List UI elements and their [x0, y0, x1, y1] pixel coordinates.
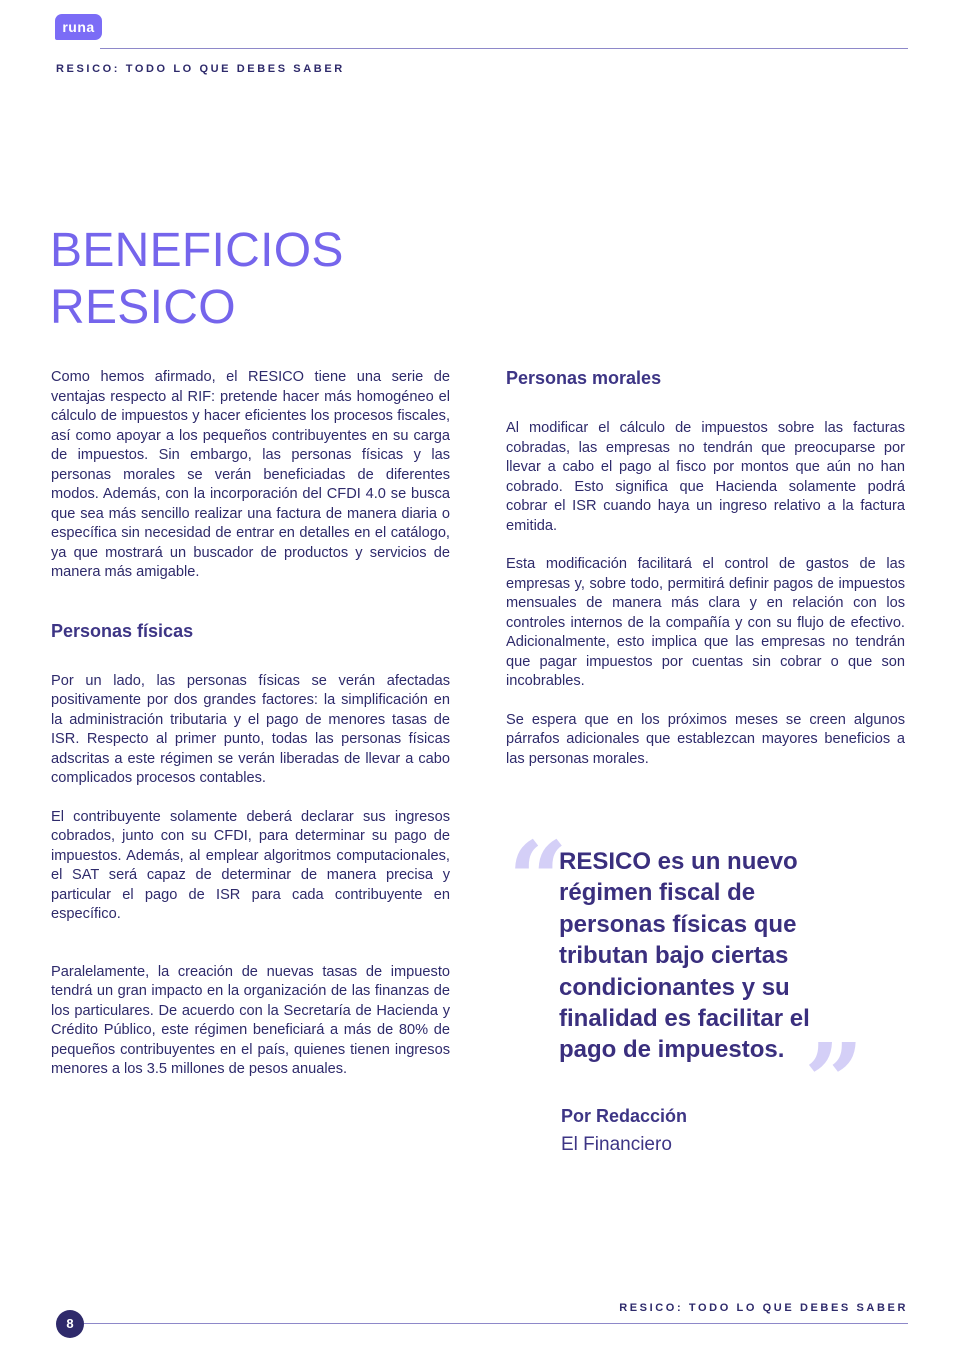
personas-fisicas-heading: Personas físicas: [51, 620, 194, 641]
fisicas-paragraph-2: El contribuyente solamente deberá declarar sus ingresos cobrados, junto con su CFDI, para determinar su pago de impuestos. Además, al emplear algoritmos computacionales, el SAT será capaz de determinar de manera precisa y particular el pago de ISR para cada contribuyente en específico.: [51, 808, 450, 922]
page-number-badge: 8: [56, 1310, 84, 1338]
morales-paragraph-3: Se espera que en los próximos meses se creen algunos párrafos adicionales que establezcan mayores beneficios a las personas morales.: [506, 711, 905, 767]
fisicas-paragraph-1: Por un lado, las personas físicas se verán afectadas positivamente por dos grandes factores: la simplificación en la administración tributaria y el pago de menores tasas de ISR. Respecto al primer punto, todas las personas físicas adscritas a este régimen se verán liberadas de llevar a cabo complicados procesos contables.: [51, 672, 450, 786]
morales-paragraph-2: Esta modificación facilitará el control de gastos de las empresas y, sobre todo, permitirá definir pagos de impuestos mensuales de manera más clara y en relación con los controles internos de la compañía y con su flujo de efectivo. Adicionalmente, esto implica que las empresas no tendrán que pagar impuestos por cuentas sin cobrar o que son incobrables.: [506, 556, 905, 689]
page-title-line-2: RESICO: [50, 281, 236, 334]
left-column: [51, 368, 450, 1080]
running-footer: RESICO: TODO LO QUE DEBES SABER: [619, 1302, 908, 1314]
intro-paragraph: Como hemos afirmado, el RESICO tiene una serie de ventajas respecto al RIF: pretende hacer más homogéneo el cálculo de impuestos y hacer eficientes los procesos fiscales, así como apoyar a los pequeños contribuyentes en su carga de impuestos. Sin embargo, las personas físicas y las personas morales se verán beneficiadas de diferentes modos. Además, con la incorporación del CFDI 4.0 se busca que sea más sencillo realizar una factura de manera diaria o específica sin necesidad de entrar en detalles en el catálogo, ya que mostrará un buscador de productos y servicios de manera más amigable.: [51, 369, 450, 580]
quote-author: Por Redacción: [561, 1106, 688, 1126]
page-title-line-1: BENEFICIOS: [50, 224, 344, 277]
page-title: [50, 222, 344, 336]
morales-paragraph-1: Al modificar el cálculo de impuestos sobre las facturas cobradas, las empresas no tendrán que preocuparse por llevar a cabo el pago al fisco por montos que aún no han cobrado. Esto significa que Hacienda solamente podrá cobrar el ISR cuando haya un ingreso relativo a la factura emitida.: [506, 420, 905, 534]
close-quote-icon: ”: [804, 1020, 864, 1143]
header-divider: [100, 48, 908, 49]
pull-quote-text: RESICO es un nuevo régimen fiscal de personas físicas que tributan bajo ciertas condicionantes y su finalidad es facilitar el pago de impuestos.: [559, 848, 810, 1064]
running-header: RESICO: TODO LO QUE DEBES SABER: [56, 63, 345, 75]
runa-logo: runa: [55, 14, 102, 40]
fisicas-paragraph-3: Paralelamente, la creación de nuevas tasas de impuesto tendrá un gran impacto en la organización de las finanzas de los particulares. De acuerdo con la Secretaría de Hacienda y Crédito Público, este régimen beneficiará a más de 80% de pequeños contribuyentes en el país, quienes tienen ingresos menores a los 3.5 millones de pesos anuales.: [51, 963, 450, 1077]
open-quote-icon: “: [508, 818, 568, 941]
right-column: [506, 368, 905, 769]
quote-source: El Financiero: [561, 1134, 672, 1155]
personas-morales-heading: Personas morales: [506, 368, 662, 388]
footer-divider: [84, 1323, 908, 1324]
